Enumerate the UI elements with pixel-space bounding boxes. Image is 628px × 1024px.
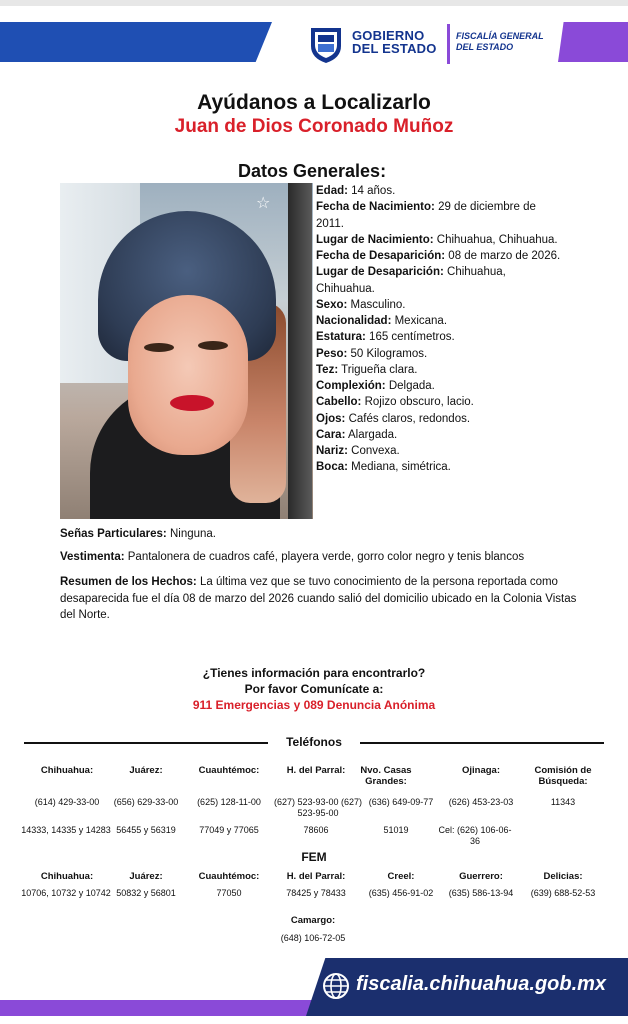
phone-header: Ojinaga: [461,765,500,776]
fem-cell: 78425 y 78433 [286,888,346,898]
vestimenta: Vestimenta: Pantalonera de cuadros café, playera verde, gorro color negro y tenis blancos [60,551,525,563]
gobierno-wordmark [352,29,437,55]
fem-cell: (635) 456-91-02 [368,888,434,898]
fem-header: Chihuahua: [40,871,94,882]
top-strip [0,0,628,6]
detail-row: Fecha de Desaparición: 08 de marzo de 2026. [316,250,561,262]
info-question: ¿Tienes información para encontrarlo? [202,666,426,680]
detail-row: Cara: Alargada. [316,428,398,441]
phone-cell: 77049 y 77065 [199,825,259,835]
phone-cell: 51019 [383,825,409,835]
detail-row: Peso: 50 Kilogramos. [316,347,428,360]
detail-row: Nariz: Convexa. [316,445,400,457]
detail-row: Lugar de Nacimiento: Chihuahua, Chihuahua. [316,233,558,246]
detail-row: Lugar de Desaparición: Chihuahua, Chihuahua. [316,266,506,295]
photo-face [128,295,248,455]
fem-header: Creel: [387,871,415,882]
phone-cell: 14333, 14335 y 14283 [21,825,111,835]
emergency-numbers: 911 Emergencias y 089 Denuncia Anónima [192,698,436,712]
detail-row: Nacionalidad: Mexicana. [316,315,448,327]
fem-cell: 10706, 10732 y 10742 [21,888,111,898]
telefonos-title: Teléfonos [286,735,342,749]
detail-row: Cabello: Rojizo obscuro, lacio. [316,396,474,409]
photo-lips [170,395,214,411]
footer-purple-band [0,1000,318,1016]
website-url[interactable]: fiscalia.chihuahua.gob.mx [356,973,607,995]
header-blue-band [0,22,272,62]
phone-cell: (625) 128-11-00 [197,797,261,807]
details-list [316,183,566,476]
header-divider [447,24,450,64]
detail-row: Complexión: Delgada. [316,380,435,392]
fiscalia-wordmark [456,31,544,53]
phone-header: H. del Parral: [286,765,346,776]
photo-pole [288,183,312,519]
header-purple-band [558,22,628,62]
phone-header: Chihuahua: [40,765,94,776]
phone-cell: 56455 y 56319 [116,825,176,835]
datos-generales-title: Datos Generales: [238,161,387,181]
phone-cell: (614) 429-33-00 [34,797,100,807]
phone-header: Nvo. Casas Grandes: [360,765,412,787]
fem-header: Guerrero: [459,871,503,882]
phone-cell: Cel: (626) 106-06-36 [438,825,512,846]
gobierno-line1: GOBIERNO [352,28,425,43]
phone-cell: (636) 649-09-77 [368,797,434,807]
star-icon: ☆ [256,195,271,212]
phone-cell: (626) 453-23-03 [448,797,514,807]
person-photo [60,183,313,519]
person-name: Juan de Dios Coronado Muñoz [174,116,454,137]
phone-header: Comisión de Búsqueda: [534,765,592,787]
fiscalia-line1: FISCALÍA GENERAL [456,31,544,41]
phone-header: Juárez: [129,765,163,776]
detail-row: Edad: 14 años. [316,185,396,197]
fem-cell: (639) 688-52-53 [530,888,596,898]
detail-row: Fecha de Nacimiento: 29 de diciembre de 2011. [316,201,536,230]
fem-header: Cuauhtémoc: [198,871,260,882]
globe-icon [322,972,350,1000]
fem-cell: 77050 [216,888,242,898]
state-shield-icon [308,24,344,64]
resumen-hechos: Resumen de los Hechos: La última vez que se tuvo conocimiento de la persona reportada como desaparecida fue el día 08 de marzo del 2026 cuando salió del domicilio ubicado en la Colonia Vistas del Norte. [60,576,577,621]
fem-header: Juárez: [129,871,163,882]
phone-cell: (656) 629-33-00 [113,797,179,807]
poster-title: Ayúdanos a Localizarlo [197,91,431,114]
fiscalia-line2: DEL ESTADO [456,42,514,52]
fem-cell: (635) 586-13-94 [448,888,514,898]
fem-title: FEM [301,850,327,864]
telefonos-rule-right [360,742,604,744]
detail-row: Sexo: Masculino. [316,298,406,311]
phone-cell: 11343 [550,797,576,807]
fem-cell: 50832 y 56801 [116,888,176,898]
phone-cell: (627) 523-93-00 (627) 523-95-00 [273,797,363,818]
info-request: Por favor Comunícate a: [244,682,384,696]
phone-cell: 78606 [303,825,329,835]
photo-eye-right [198,341,228,350]
camargo-phone: (648) 106-72-05 [280,933,346,943]
photo-eye-left [144,343,174,352]
detail-row: Boca: Mediana, simétrica. [316,461,451,474]
detail-row: Ojos: Cafés claros, redondos. [316,412,471,425]
detail-row: Estatura: 165 centímetros. [316,331,455,344]
camargo-header: Camargo: [290,915,336,926]
phone-header: Cuauhtémoc: [198,765,260,776]
detail-row: Tez: Trigueña clara. [316,363,418,376]
senas-particulares: Señas Particulares: Ninguna. [60,528,216,540]
fem-header: Delicias: [543,871,583,882]
fem-header: H. del Parral: [286,871,346,882]
gobierno-line2: DEL ESTADO [352,41,437,56]
